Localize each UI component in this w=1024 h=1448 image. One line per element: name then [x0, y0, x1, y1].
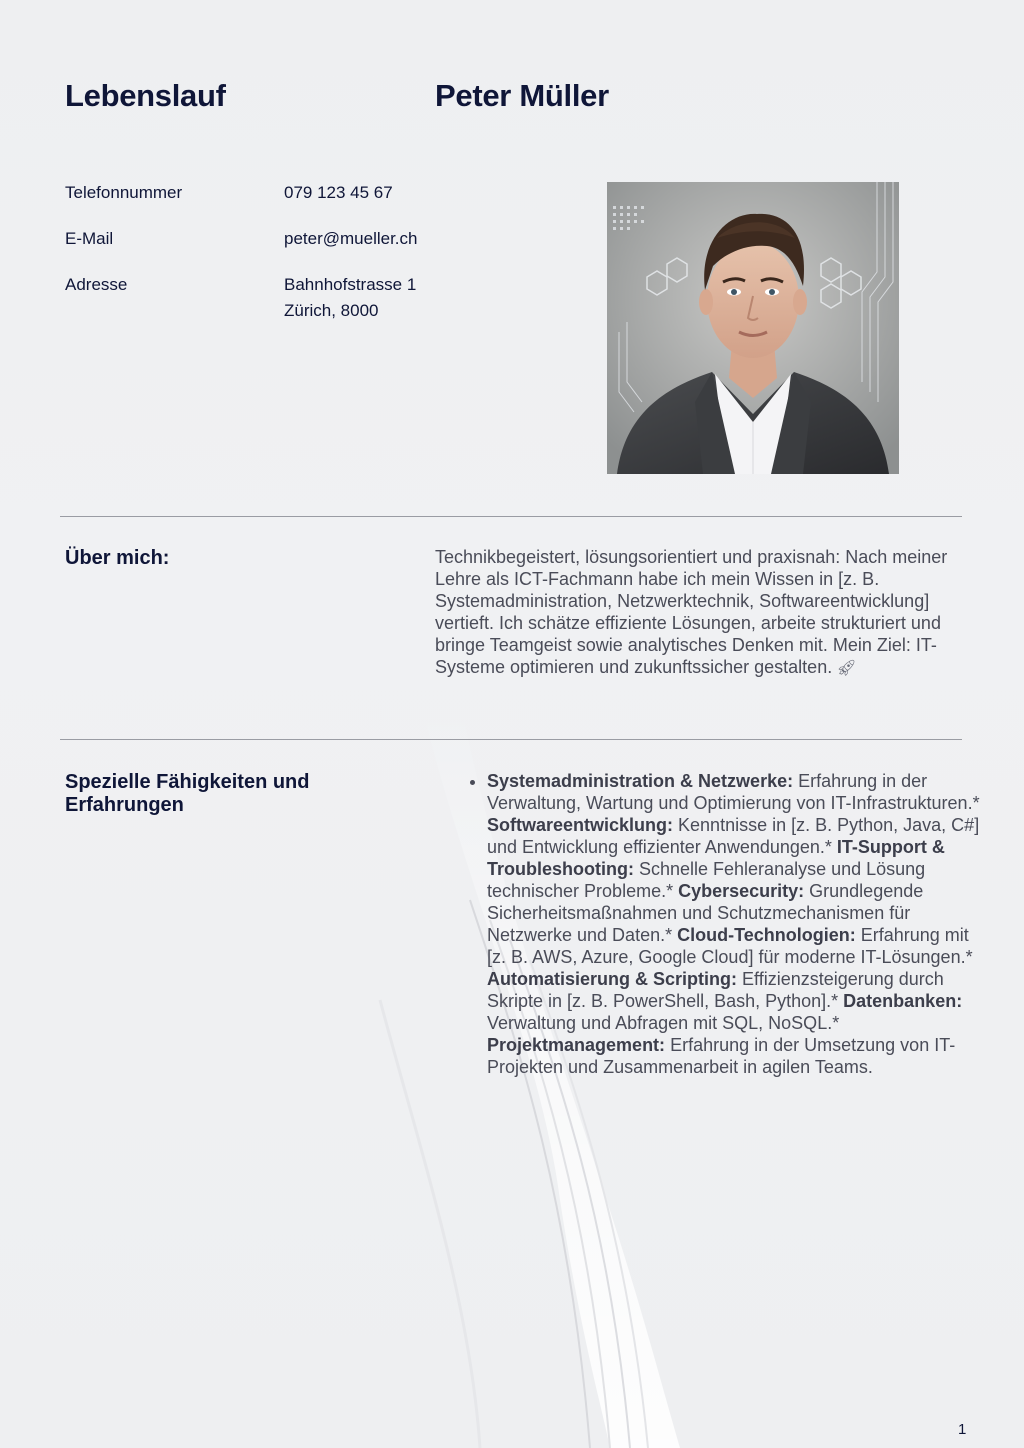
skill-it-support-text: Schnelle Fehleranalyse und Lösung technischer Probleme.* — [487, 859, 926, 901]
address-value — [284, 272, 445, 324]
skill-cybersecurity-text: Grundlegende Sicherheitsmaßnahmen und Schutzmechanismen für Netzwerke und Daten.* — [487, 881, 924, 945]
skills-list — [465, 770, 985, 1078]
address-label: Adresse — [65, 275, 128, 294]
skill-systemadministration-text: Erfahrung in der Verwaltung, Wartung und Optimierung von IT-Infrastrukturen.* — [487, 771, 980, 813]
email-value: peter@mueller.ch — [284, 229, 418, 248]
skills-label: Spezielle Fähigkeiten und Erfahrungen — [65, 771, 310, 816]
about-label: Über mich: — [65, 547, 170, 569]
divider-1 — [60, 516, 962, 517]
rocket-icon: 🚀︎ — [836, 660, 857, 677]
contact-row-phone — [65, 180, 445, 206]
page-number: 1 — [958, 1421, 967, 1438]
about-text-block — [435, 546, 963, 680]
phone-label: Telefonnummer — [65, 183, 183, 202]
skill-cybersecurity-title: Cybersecurity: — [678, 881, 805, 901]
address-line-1: Bahnhofstrasse 1 — [284, 275, 417, 294]
skill-projektmanagement-text: Erfahrung in der Umsetzung von IT-Projekten und Zusammenarbeit in agilen Teams. — [487, 1035, 956, 1077]
skill-cloud-text: Erfahrung mit [z. B. AWS, Azure, Google Cloud] für moderne IT-Lösungen.* — [487, 925, 973, 967]
divider-2 — [60, 739, 962, 740]
skill-automatisierung-text: Effizienzsteigerung durch Skripte in [z. B. PowerShell, Bash, Python].* — [487, 969, 944, 1011]
document-title: Lebenslauf — [65, 78, 226, 113]
email-label: E-Mail — [65, 229, 114, 248]
skill-automatisierung-title: Automatisierung & Scripting: — [487, 969, 738, 989]
about-text: Technikbegeistert, lösungsorientiert und praxisnah: Nach meiner Lehre als ICT-Fachmann habe ich mein Wissen in [z. B. Systemadministration, Netzwerktechnik, Softwareentwicklung] vertieft. Ich schätze effiziente Lösungen, arbeite strukturiert und bringe Teamgeist sowie analytisches Denken mit. Mein Ziel: IT-Systeme optimieren und zukunftssicher gestalten. — [435, 547, 948, 677]
skill-softwareentwicklung-title: Softwareentwicklung: — [487, 815, 674, 835]
contact-row-email — [65, 226, 445, 252]
skills-list-item — [487, 770, 985, 1078]
skill-it-support-title: IT-Support & Troubleshooting: — [487, 837, 945, 879]
skill-systemadministration-title: Systemadministration & Netzwerke: — [487, 771, 794, 791]
portrait-photo — [607, 182, 899, 474]
skill-cloud-title: Cloud-Technologien: — [677, 925, 856, 945]
address-line-2: Zürich, 8000 — [284, 301, 379, 320]
person-name: Peter Müller — [435, 78, 609, 113]
skill-datenbanken-title: Datenbanken: — [843, 991, 963, 1011]
phone-value: 079 123 45 67 — [284, 183, 393, 202]
skill-projektmanagement-title: Projektmanagement: — [487, 1035, 666, 1055]
skill-softwareentwicklung-text: Kenntnisse in [z. B. Python, Java, C#] und Entwicklung effizienter Anwendungen.* — [487, 815, 980, 857]
contact-block — [65, 180, 445, 344]
skill-datenbanken-text: Verwaltung und Abfragen mit SQL, NoSQL.* — [487, 1013, 840, 1033]
contact-row-address — [65, 272, 445, 324]
